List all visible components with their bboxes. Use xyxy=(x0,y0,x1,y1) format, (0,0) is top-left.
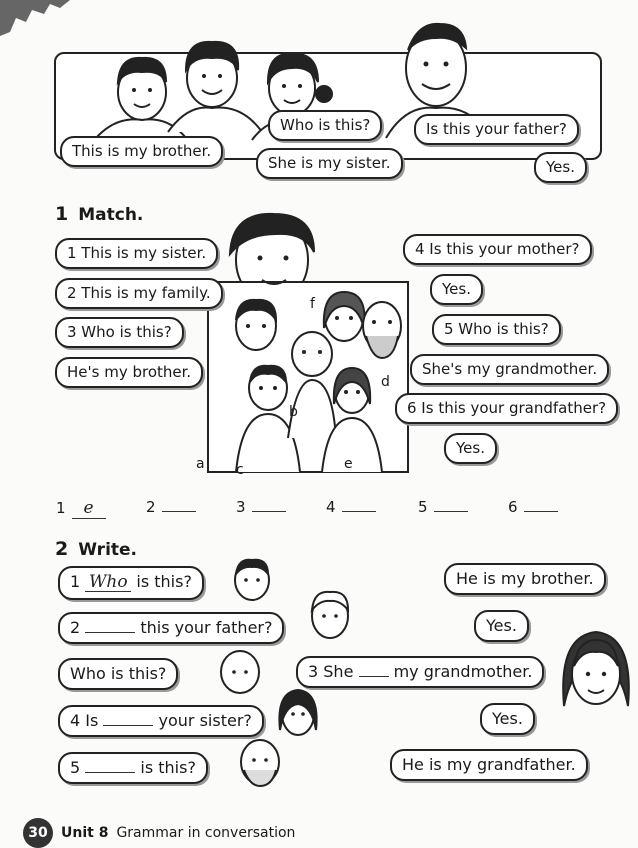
girl-face-illustration xyxy=(556,626,636,716)
match-bubble-yes-1: Yes. xyxy=(430,274,483,305)
photo-label-e: e xyxy=(344,456,353,472)
section1-title: Match. xyxy=(78,205,144,225)
write-blank-2[interactable] xyxy=(85,632,135,633)
write-blank-1[interactable]: Who xyxy=(85,574,131,592)
match-bubble-1: 1 This is my sister. xyxy=(55,238,218,269)
answer-blank[interactable] xyxy=(162,511,196,512)
page-number: 30 xyxy=(23,818,53,848)
answer-blank[interactable]: e xyxy=(72,498,106,519)
match-bubble-brother: He's my brother. xyxy=(55,357,203,388)
intro-bubble-who: Who is this? xyxy=(268,110,382,141)
unit-label: Unit 8 xyxy=(61,825,109,841)
write-bubble-grandfather: He is my grandfather. xyxy=(390,749,588,781)
write-bubble-number: 1 xyxy=(70,572,81,591)
section2-title: Write. xyxy=(78,540,138,560)
match-answer-2[interactable] xyxy=(146,498,196,516)
match-bubble-yes-2: Yes. xyxy=(444,433,497,464)
photo-label-c: c xyxy=(236,462,244,478)
match-answer-6[interactable] xyxy=(508,498,558,516)
write-bubble-number: 2 xyxy=(70,618,81,637)
intro-bubble-yes: Yes. xyxy=(534,152,587,183)
write-bubble-text: is this? xyxy=(136,572,192,591)
intro-bubble-brother: This is my brother. xyxy=(60,136,223,167)
match-bubble-grandmother: She's my grandmother. xyxy=(410,354,609,385)
photo-label-d: d xyxy=(381,374,390,390)
write-bubble-1 xyxy=(58,566,204,600)
match-bubble-6: 6 Is this your grandfather? xyxy=(395,393,618,424)
write-bubble-number: 5 xyxy=(70,758,81,777)
write-bubble-he-brother: He is my brother. xyxy=(444,563,606,595)
write-bubble-2 xyxy=(58,612,284,644)
write-blank-5[interactable] xyxy=(85,772,135,773)
match-answer-3[interactable] xyxy=(236,498,286,516)
write-bubble-5 xyxy=(58,752,208,784)
write-blank-3[interactable] xyxy=(359,676,389,677)
answer-blank[interactable] xyxy=(524,511,558,512)
section1-heading xyxy=(55,203,143,225)
answer-blank[interactable] xyxy=(342,511,376,512)
intro-bubble-father: Is this your father? xyxy=(414,114,579,145)
write-bubble-4 xyxy=(58,705,264,737)
section1-number: 1 xyxy=(55,203,69,225)
write-blank-4[interactable] xyxy=(103,725,153,726)
match-bubble-2: 2 This is my family. xyxy=(55,278,223,309)
match-answer-1[interactable] xyxy=(56,498,106,519)
write-bubble-text: your sister? xyxy=(158,711,252,730)
write-bubble-number: 3 She xyxy=(308,662,354,681)
answer-number: 5 xyxy=(418,498,428,516)
answer-blank[interactable] xyxy=(434,511,468,512)
unit-title: Grammar in conversation xyxy=(116,825,296,841)
match-answer-4[interactable] xyxy=(326,498,376,516)
answer-number: 2 xyxy=(146,498,156,516)
write-bubble-who: Who is this? xyxy=(58,658,178,690)
write-bubble-number: 4 Is xyxy=(70,711,99,730)
match-answer-5[interactable] xyxy=(418,498,468,516)
write-bubble-text: this your father? xyxy=(140,618,273,637)
section2-heading xyxy=(55,538,137,560)
answer-number: 4 xyxy=(326,498,336,516)
match-bubble-5: 5 Who is this? xyxy=(432,314,561,345)
match-bubble-3: 3 Who is this? xyxy=(55,317,184,348)
write-bubble-text: my grandmother. xyxy=(393,662,533,681)
intro-bubble-sister: She is my sister. xyxy=(256,148,403,179)
write-bubble-yes-1: Yes. xyxy=(474,610,529,642)
photo-label-f: f xyxy=(310,296,315,312)
answer-blank[interactable] xyxy=(252,511,286,512)
answer-number: 6 xyxy=(508,498,518,516)
write-bubble-yes-2: Yes. xyxy=(480,703,535,735)
write-bubble-text: is this? xyxy=(140,758,196,777)
match-bubble-4: 4 Is this your mother? xyxy=(403,234,592,265)
photo-label-b: b xyxy=(289,404,298,420)
girl-with-photo-illustration xyxy=(196,208,436,478)
page-footer xyxy=(23,818,295,848)
write-bubble-3 xyxy=(296,656,544,688)
answer-number: 1 xyxy=(56,499,66,517)
answer-number: 3 xyxy=(236,498,246,516)
photo-label-a: a xyxy=(196,456,205,472)
section2-number: 2 xyxy=(55,538,69,560)
